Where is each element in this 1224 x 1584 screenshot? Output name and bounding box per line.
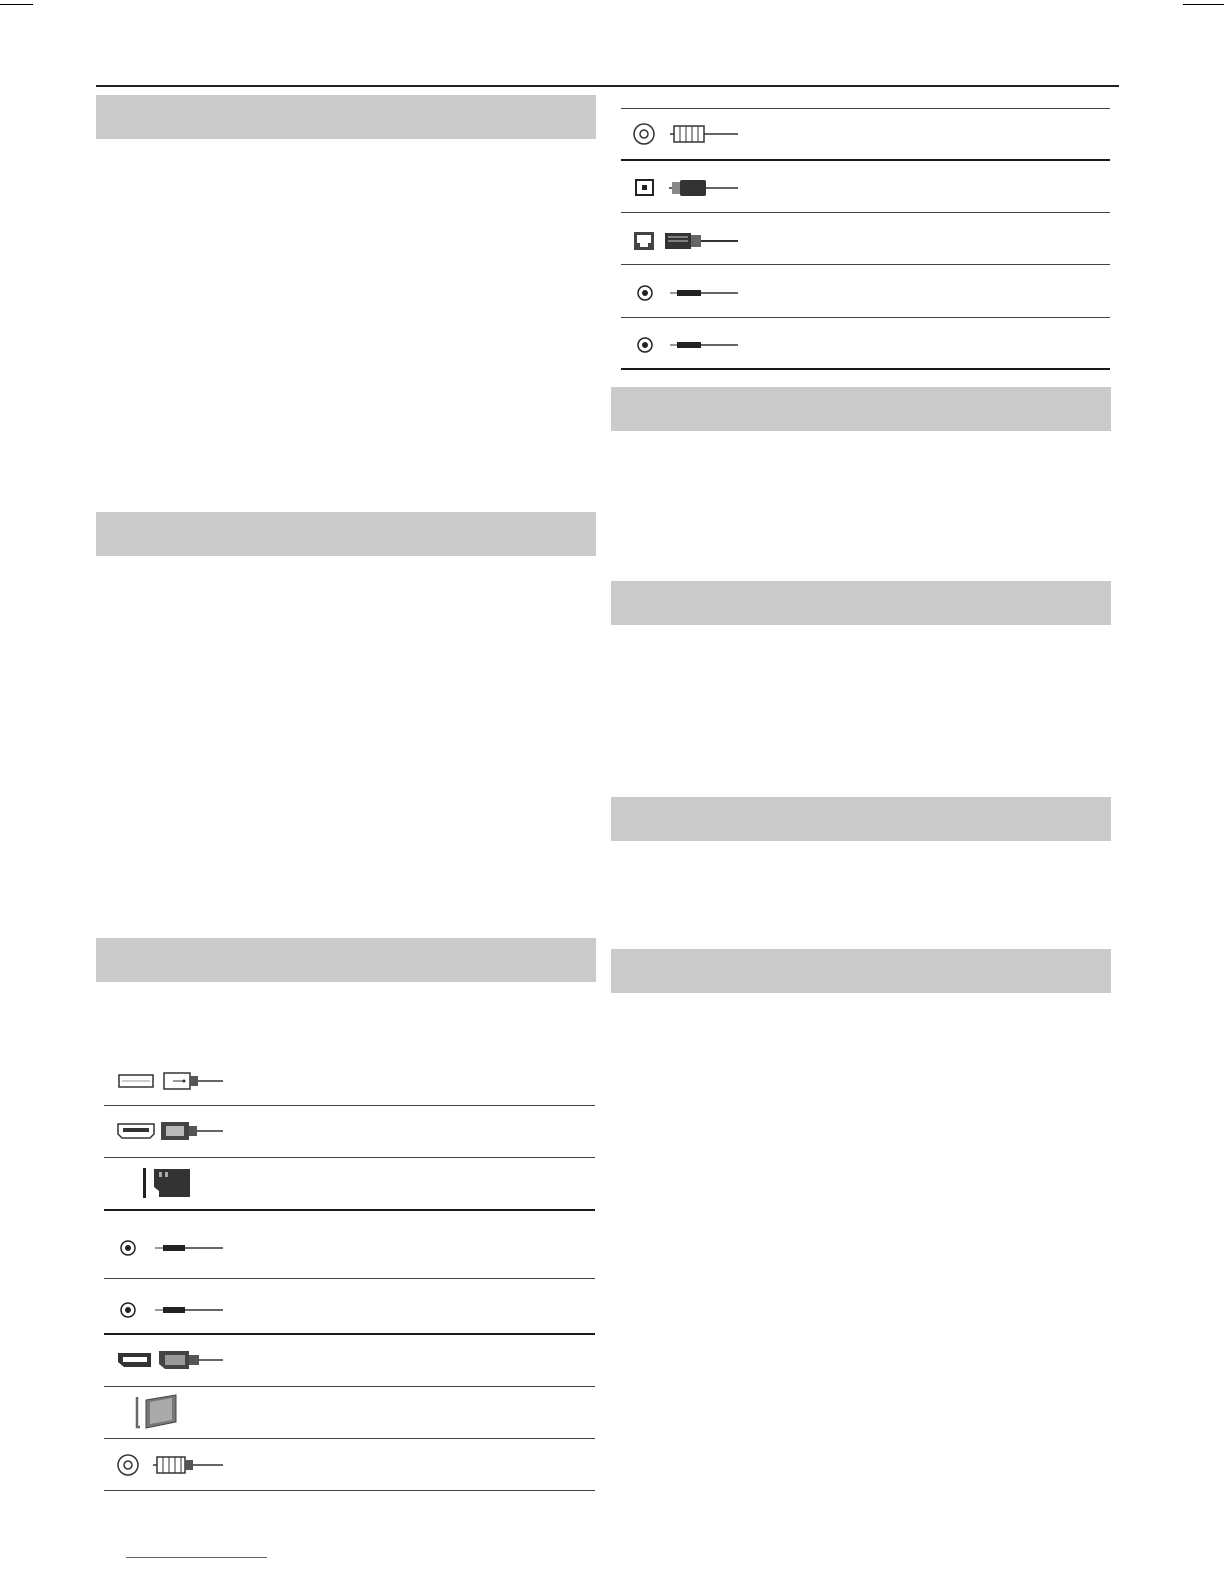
section-header-bar [611, 387, 1111, 431]
table-rule [104, 1209, 595, 1211]
optical-audio-icon [628, 173, 748, 203]
crop-mark [1183, 4, 1224, 5]
section-header-bar [611, 797, 1111, 841]
table-rule [104, 1105, 595, 1106]
table-rule [104, 1438, 595, 1439]
table-rule [621, 368, 1110, 370]
table-rule [104, 1157, 595, 1158]
section-header-bar [96, 95, 596, 139]
audio-jack-icon [628, 280, 748, 306]
table-rule [621, 317, 1110, 318]
crop-mark [0, 4, 33, 5]
hdmi-port-icon [113, 1117, 233, 1145]
page-header-rule [96, 85, 1119, 87]
audio-jack-icon [628, 332, 748, 358]
table-rule [621, 108, 1110, 109]
displayport-icon [113, 1346, 233, 1374]
table-rule [621, 159, 1110, 161]
table-rule [621, 212, 1110, 213]
audio-jack-icon [113, 1297, 233, 1323]
section-header-bar [611, 581, 1111, 625]
section-header-bar [96, 938, 596, 982]
table-rule [621, 264, 1110, 265]
table-rule [104, 1278, 595, 1279]
ci-card-slot-icon [132, 1392, 192, 1432]
ethernet-lan-icon [628, 226, 748, 256]
usb-port-icon [113, 1067, 233, 1095]
footer-link-underline[interactable] [126, 1557, 267, 1558]
section-header-bar [96, 512, 596, 556]
section-header-bar [611, 949, 1111, 993]
antenna-coax-icon [113, 1450, 233, 1480]
table-rule [104, 1386, 595, 1387]
antenna-coax-icon [628, 118, 748, 150]
table-rule [104, 1333, 595, 1335]
table-rule [104, 1490, 595, 1491]
sd-card-slot-icon [140, 1167, 200, 1199]
audio-jack-icon [113, 1235, 233, 1261]
